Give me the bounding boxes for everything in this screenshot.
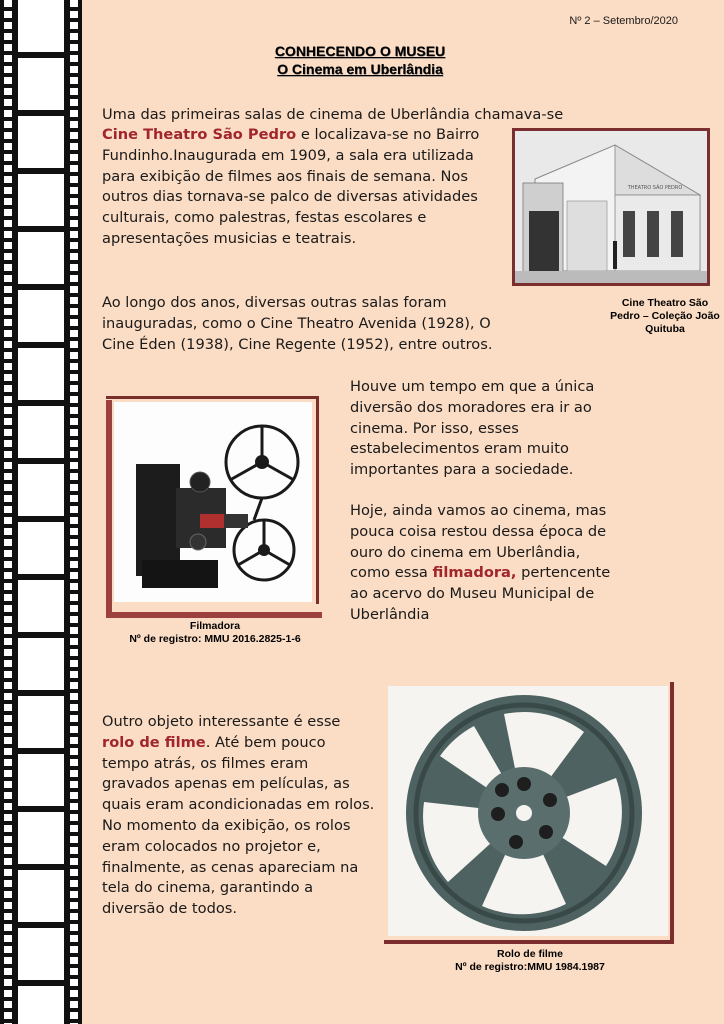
issue-number: Nº 2 – Setembro/2020: [569, 15, 678, 27]
intro-paragraph: Cine Theatro São Pedro e localizava-se no Bairro Fundinho.Inaugurada em 1909, a sala era utilizada para exibição de filmes aos finais de semana. Nos outros dias tornava-se palco de diversas atividades culturais, como palestras, festas escolares e apresentações musicias e teatrais.: [102, 126, 480, 247]
film-reel-illustration: [388, 686, 668, 936]
filmadora-illustration: [114, 402, 312, 602]
filmadora-caption-name: Filmadora: [189, 620, 241, 632]
film-reel-photo: [388, 686, 668, 936]
title-line-2: O Cinema em Uberlândia: [277, 61, 443, 77]
film-reel-caption: [420, 948, 640, 974]
cine-theatro-caption: Cine Theatro São Pedro – Coleção João Quituba: [610, 297, 720, 335]
film-sprocket-holes-left: [4, 0, 12, 1024]
filmadora-caption: [100, 620, 330, 646]
film-frames: [18, 0, 64, 1024]
film-reel-paragraph: Outro objeto interessante é esse rolo de filme. Até bem pouco tempo atrás, os filmes eram gravados apenas em películas, as quais eram acondicionadas em rolos. No momento da exibição, os rolos eram colocados no projetor e, finalmente, as cenas apareciam na tela do cinema, garantindo a diversão de todos.: [102, 713, 375, 918]
filmadora-caption-registration: Nº de registro: MMU 2016.2825-1-6: [129, 633, 301, 645]
highlight-filmadora: filmadora,: [432, 564, 517, 582]
cinema-history-paragraph: Houve um tempo em que a única diversão dos moradores era ir ao cinema. Por isso, esses estabelecimentos eram muito importantes para a sociedade.: [350, 378, 595, 479]
photo-sign-text: THEATRO SÃO PEDRO: [627, 185, 683, 191]
highlight-cine-theatro: Cine Theatro São Pedro: [102, 126, 297, 143]
film-sprocket-holes-right: [70, 0, 78, 1024]
filmadora-paragraph: Hoje, ainda vamos ao cinema, mas pouca coisa restou dessa época de ouro do cinema em Uberlândia, como essa filmadora, pertencente ao acervo do Museu Municipal de Uberlândia: [350, 502, 611, 623]
title-line-1: CONHECENDO O MUSEU: [274, 43, 446, 59]
cine-theatro-illustration: [515, 131, 707, 283]
highlight-rolo-de-filme: rolo de filme: [102, 733, 206, 751]
intro-paragraph-top: Uma das primeiras salas de cinema de Uberlândia chamava-se: [102, 106, 564, 123]
cine-theatro-photo: [512, 128, 710, 286]
filmadora-photo: [114, 402, 312, 602]
film-reel-caption-registration: Nº de registro:MMU 1984.1987: [455, 961, 605, 973]
second-paragraph: Ao longo dos anos, diversas outras salas foram inauguradas, como o Cine Theatro Avenida (1928), O Cine Éden (1938), Cine Regente (1952), entre outros.: [102, 294, 493, 353]
film-strip-decoration: [0, 0, 82, 1024]
page-title: [220, 42, 500, 78]
film-reel-caption-name: Rolo de filme: [497, 948, 563, 960]
